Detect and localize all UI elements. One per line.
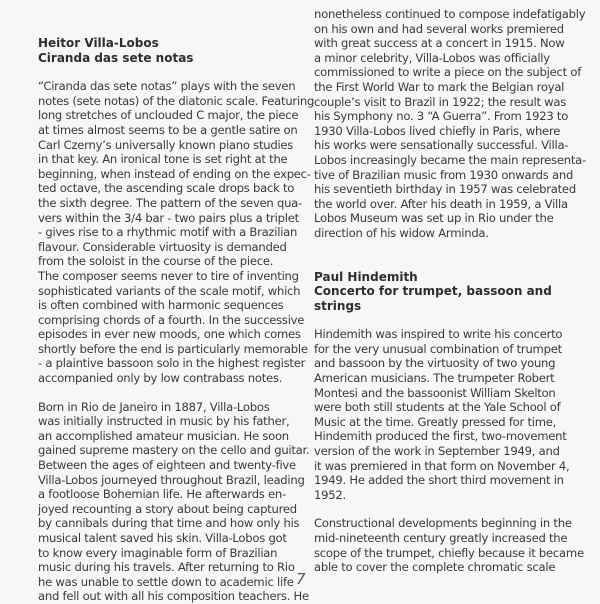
text-line: with great success at a concert in 1915. Now xyxy=(314,36,565,51)
text-line: his seventieth birthday in 1957 was celebrated xyxy=(314,182,576,197)
text-line: was initially instructed in music by his father, xyxy=(38,414,290,429)
text-line: a minor celebrity, Villa-Lobos was officially xyxy=(314,50,550,65)
text-line: Music at the time. Greatly pressed for time, xyxy=(314,414,557,429)
text-line: 1949. He added the short third movement in xyxy=(314,473,564,488)
text-line: scope of the trumpet, chiefly because it became xyxy=(314,545,584,560)
paragraph xyxy=(38,399,310,604)
text-line: notes (sete notas) of the diatonic scale. Featuring xyxy=(38,93,315,108)
text-line: and fell out with all his composition teachers. He xyxy=(38,589,309,604)
text-line: were both still students at the Yale School of xyxy=(314,400,561,415)
text-line: able to cover the complete chromatic scale xyxy=(314,560,556,575)
text-line: Born in Rio de Janeiro in 1887, Villa-Lobos xyxy=(38,399,270,414)
text-line: 1952. xyxy=(314,487,346,502)
text-line: his Symphony no. 3 “A Guerra”. From 1923 to xyxy=(314,109,569,124)
text-line: in that key. An ironical tone is set right at the xyxy=(38,152,288,167)
text-line: - a plaintive bassoon solo in the highest register xyxy=(38,356,306,371)
text-line: Constructional developments beginning in the xyxy=(314,516,572,531)
text-line: episodes in ever new moods, one which comes xyxy=(38,327,301,342)
text-line: it was premiered in that form on November 4, xyxy=(314,458,570,473)
text-line: - gives rise to a rhythmic motif with a Brazilian xyxy=(38,225,298,240)
text-line: long stretches of unclouded C major, the piece xyxy=(38,108,299,123)
paragraph xyxy=(314,7,586,241)
text-line: nonetheless continued to compose indefatigably xyxy=(314,7,586,21)
text-line: the First World War to mark the Belgian royal xyxy=(314,79,565,94)
text-line: accompanied only by low contrabass notes. xyxy=(38,371,283,386)
text-line: couple’s visit to Brazil in 1922; the result was xyxy=(314,94,567,109)
text-line: he was unable to settle down to academic life xyxy=(38,574,294,589)
text-line: ted octave, the ascending scale drops back to xyxy=(38,181,295,196)
text-line: a footloose Bohemian life. He afterwards en- xyxy=(38,487,286,502)
work-heading: strings xyxy=(314,298,362,313)
text-line: sophisticated variants of the scale motif, which xyxy=(38,283,301,298)
text-line: mid-nineteenth century greatly increased the xyxy=(314,531,568,545)
text-line: Lobos increasingly became the main representa- xyxy=(314,152,586,167)
text-line: at times almost seems to be a gentle satire on xyxy=(38,122,298,137)
text-line: direction of his widow Arminda. xyxy=(314,225,489,240)
text-line: by cannibals during that time and how only his xyxy=(38,516,300,531)
text-line: Villa-Lobos journeyed throughout Brazil, leading xyxy=(38,472,305,487)
text-line: his works were sensationally successful. Villa- xyxy=(314,138,569,153)
text-line: and bassoon by the virtuosity of two young xyxy=(314,356,556,371)
left-column xyxy=(38,0,315,604)
text-line: Carl Czerny’s universally known piano studies xyxy=(38,137,294,152)
text-line: flavour. Considerable virtuosity is demanded xyxy=(38,239,287,254)
text-line: gained supreme mastery on the cello and guitar. xyxy=(38,443,310,458)
composer-heading: Paul Hindemith xyxy=(314,269,418,284)
text-line: Montesi and the bassoonist William Skelton xyxy=(314,385,556,400)
text-line: “Ciranda das sete notas” plays with the seven xyxy=(38,79,296,94)
text-line: vers within the 3/4 bar - two pairs plus a triplet xyxy=(38,210,299,225)
text-line: for the very unusual combination of trumpet xyxy=(314,341,562,356)
right-column xyxy=(314,0,586,575)
text-line: Between the ages of eighteen and twenty-five xyxy=(38,458,296,473)
text-line: the sixth degree. The pattern of the seven qua- xyxy=(38,195,302,210)
composer-heading: Heitor Villa-Lobos xyxy=(38,36,159,50)
text-line: joyed recounting a story about being captured xyxy=(38,501,297,516)
text-line: an accomplished amateur musician. He soon xyxy=(38,428,289,443)
text-line: commissioned to write a piece on the subject of xyxy=(314,65,582,80)
work-heading: Ciranda das sete notas xyxy=(38,50,194,65)
text-line: from the soloist in the course of the piece. xyxy=(38,254,274,269)
text-line: music during his travels. After returning to Rio xyxy=(38,560,295,575)
text-line: on his own and had several works premiered xyxy=(314,21,564,36)
text-line: version of the work in September 1949, and xyxy=(314,444,560,459)
text-line: to know every imaginable form of Brazilian xyxy=(38,545,278,560)
text-line: The composer seems never to tire of inventing xyxy=(38,268,299,283)
text-line: American musicians. The trumpeter Robert xyxy=(314,371,555,386)
text-line: musical talent saved his skin. Villa-Lobos got xyxy=(38,531,287,545)
paragraph xyxy=(314,516,584,575)
work-heading: Concerto for trumpet, bassoon and xyxy=(314,284,552,299)
text-line: tive of Brazilian music from 1930 onwards and xyxy=(314,167,574,182)
text-line: 1930 Villa-Lobos lived chiefly in Paris, where xyxy=(314,123,561,138)
text-line: Hindemith produced the first, two-movement xyxy=(314,429,567,444)
paragraph xyxy=(38,79,315,386)
page-number: 7 xyxy=(296,570,306,588)
text-line: Hindemith was inspired to write his concerto xyxy=(314,327,563,342)
text-line: the world over. After his death in 1959, a Villa xyxy=(314,196,568,211)
text-line: Lobos Museum was set up in Rio under the xyxy=(314,211,554,226)
paragraph xyxy=(314,327,576,502)
text-line: shortly before the end is particularly memorable xyxy=(38,341,308,356)
text-line: is often combined with harmonic sequences xyxy=(38,298,284,313)
text-line: comprising chords of a fourth. In the successive xyxy=(38,312,305,327)
text-line: beginning, when instead of ending on the expec- xyxy=(38,166,311,181)
